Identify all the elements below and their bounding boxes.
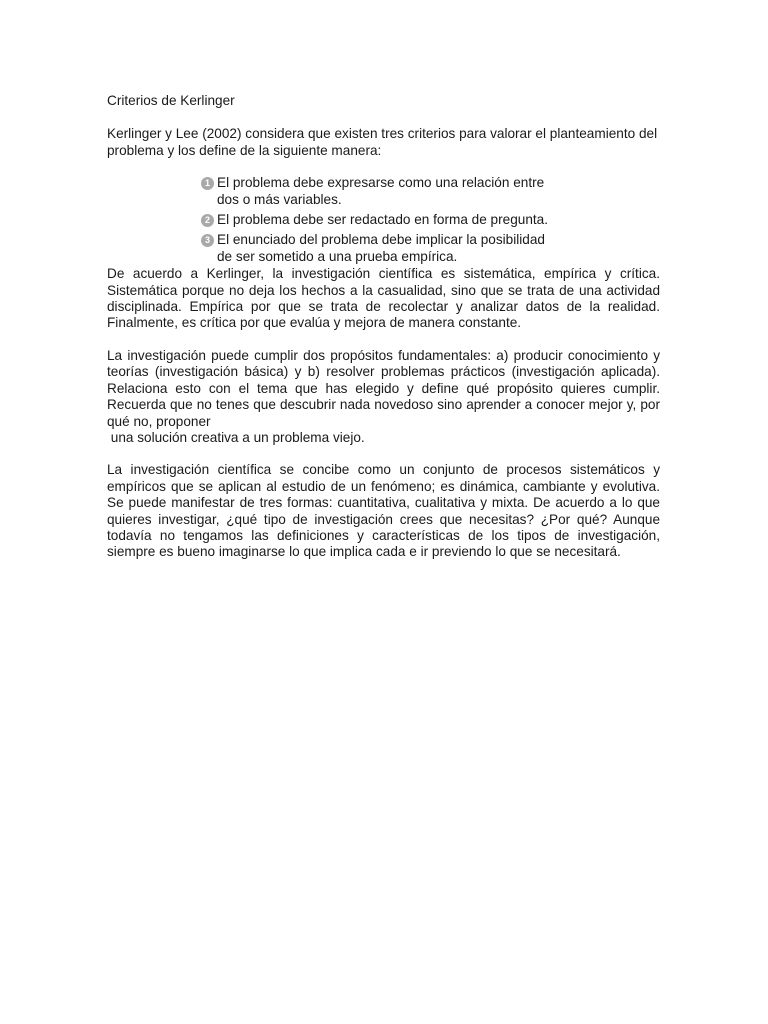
document-title: Criterios de Kerlinger <box>107 93 235 108</box>
criteria-text: El problema debe expresarse como una relación entre dos o más variables. <box>217 175 545 207</box>
body-paragraph-1: De acuerdo a Kerlinger, la investigación científica es sistemática, empírica y crítica. Sistemática porque no deja los hechos a la casualidad, sino que se trata de una actividad disciplinada. Empírica por que se trata de recolectar y analizar datos de la realidad. Finalmente, es crítica por que evalúa y mejora de manera constante. <box>107 266 660 331</box>
criteria-text: El problema debe ser redactado en forma de pregunta. <box>217 212 548 228</box>
document-page <box>107 93 660 577</box>
body-paragraph-3: La investigación científica se concibe como un conjunto de procesos sistemáticos y empíricos que se aplican al estudio de un fenómeno; es dinámica, cambiante y evolutiva. Se puede manifestar de tres formas: cuantitativa, cualitativa y mixta. De acuerdo a lo que quieres investigar, ¿qué tipo de investigación crees que necesitas? ¿Por qué? Aunque todavía no tengamos las definiciones y características de los tipos de investigación, siempre es bueno imaginarse lo que implica cada e ir previendo lo que se necesitará. <box>107 462 660 560</box>
number-1-badge-icon: 1 <box>201 177 214 190</box>
body-paragraph-2-main: La investigación puede cumplir dos propósitos fundamentales: a) producir conocimiento y teorías (investigación básica) y b) resolver problemas prácticos (investigación aplicada). Relaciona esto con el tema que has elegido y define qué propósito quieres cumplir. Recuerda que no tenes que descubrir nada novedoso sino aprender a conocer mejor y, por qué no, proponer <box>107 347 660 429</box>
criteria-item <box>201 212 557 228</box>
body-paragraph-2-tail: una solución creativa a un problema viejo. <box>107 429 365 445</box>
criteria-item <box>201 175 557 208</box>
number-2-badge-icon: 2 <box>201 214 214 227</box>
criteria-item <box>201 232 557 265</box>
number-3-badge-icon: 3 <box>201 234 214 247</box>
intro-paragraph: Kerlinger y Lee (2002) considera que existen tres criterios para valorar el planteamiento del problema y los define de la siguiente manera: <box>107 126 658 158</box>
criteria-text: El enunciado del problema debe implicar la posibilidad de ser sometido a una prueba empírica. <box>217 232 545 264</box>
body-paragraph-2 <box>107 348 660 446</box>
criteria-list <box>107 175 557 265</box>
